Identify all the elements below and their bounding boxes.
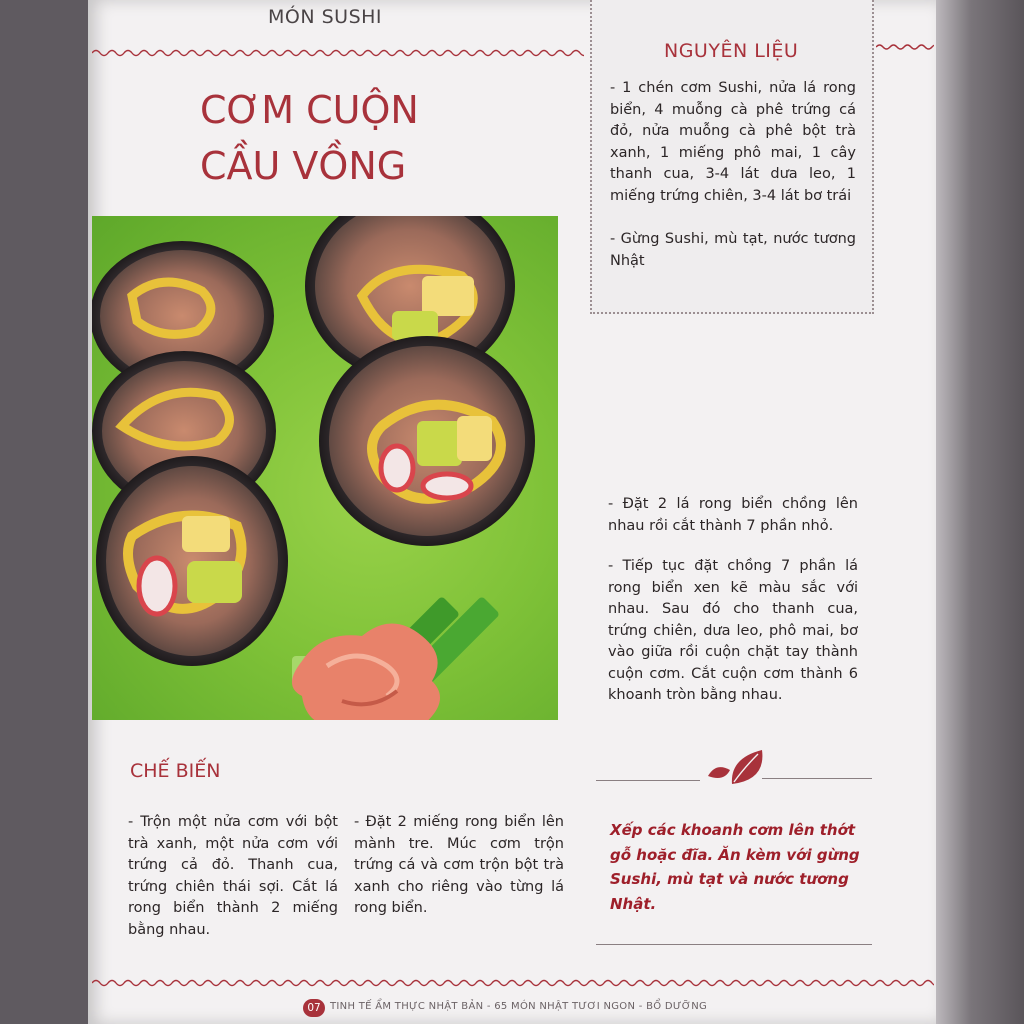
- ingredient-item: - 1 chén cơm Sushi, nửa lá rong biển, 4 muỗng cà phê trứng cá đỏ, nửa muỗng cà phê bột trà xanh, 1 miếng phô mai, 1 cây thanh cua, 3-4 lát dưa leo, 1 miếng trứng chiên, 3-4 lát bơ trái: [610, 80, 856, 204]
- preparation-title: CHẾ BIẾN: [130, 760, 221, 782]
- serving-tip: Xếp các khoanh cơm lên thớt gỗ hoặc đĩa. Ăn kèm với gừng Sushi, mù tạt và nước tương Nhật.: [610, 821, 860, 913]
- recipe-title-line1: CƠM CUỘN: [200, 88, 419, 132]
- leaf-icon: [702, 748, 768, 790]
- recipe-title: [112, 82, 552, 194]
- sushi-roll-left-bottom: [96, 456, 288, 666]
- ingredient-item: - Gừng Sushi, mù tạt, nước tương Nhật: [610, 231, 856, 269]
- divider-line-right: [762, 778, 872, 779]
- ingredients-title: NGUYÊN LIỆU: [664, 40, 799, 62]
- footer-text: TINH TẾ ẨM THỰC NHẬT BẢN - 65 MÓN NHẬT TƯƠI NGON - BỔ DƯỠNG: [330, 1001, 708, 1012]
- ingredients-list: [610, 78, 856, 272]
- divider-line-left: [596, 780, 700, 781]
- step-1: - Trộn một nửa cơm với bột trà xanh, một nửa cơm với trứng cả đỏ. Thanh cua, trứng chiên thái sợi. Cắt lá rong biển thành 2 miếng bằng nhau.: [128, 814, 338, 938]
- pickled-ginger: [292, 624, 440, 721]
- book-edge: [936, 0, 1024, 1024]
- top-wave-divider: [92, 44, 584, 62]
- step-3: - Đặt 2 lá rong biển chồng lên nhau rồi cắt thành 7 phần nhỏ.: [608, 496, 858, 534]
- sushi-roll-right-bottom: [319, 336, 535, 546]
- step-2: - Đặt 2 miếng rong biển lên mành tre. Múc cơm trộn trứng cá và cơm trộn bột trà xanh cho riêng vào từng lá rong biển.: [354, 814, 564, 916]
- section-label: MÓN SUSHI: [268, 6, 383, 28]
- recipe-title-line2: CẦU VỒNG: [200, 144, 407, 188]
- top-right-wave-divider: [876, 40, 934, 54]
- tip-bottom-line: [596, 944, 872, 945]
- bottom-wave-divider: [92, 974, 934, 992]
- step-4: - Tiếp tục đặt chồng 7 phần lá rong biển xen kẽ màu sắc với nhau. Sau đó cho thanh cua, trứng chiên, dưa leo, phô mai, bơ vào giữa rồi cuộn chặt tay thành cuộn cơm. Cắt cuộn cơm thành 6 khoanh tròn bằng nhau.: [608, 558, 858, 703]
- sushi-photo: [92, 216, 558, 720]
- page-number: 07: [303, 999, 325, 1017]
- sushi-illustration: [92, 216, 558, 720]
